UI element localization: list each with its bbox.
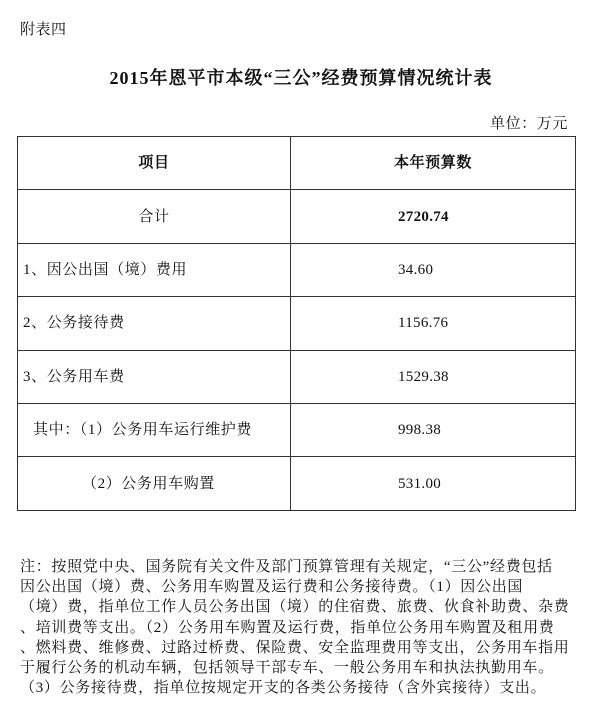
item-cell: 1、因公出国（境）费用 [18, 243, 291, 296]
amount-cell: 998.38 [291, 403, 576, 456]
item-cell: （2）公务用车购置 [18, 457, 291, 510]
item-cell: 3、公务用车费 [18, 350, 291, 403]
item-cell: 2、公务接待费 [18, 297, 291, 350]
item-cell: 其中：（1）公务用车运行维护费 [18, 403, 291, 456]
row-vehicle-purchase [18, 457, 576, 510]
amount-cell: 2720.74 [291, 190, 576, 243]
row-vehicle-operation [18, 403, 576, 456]
footnote-line: 注：按照党中央、国务院有关文件及部门预算管理有关规定，“三公”经费包括 [20, 559, 553, 575]
row-overseas-travel [18, 243, 576, 296]
footnote-line: 因公出国（境）费、公务用车购置及运行费和公务接待费。（1）因公出国 [20, 579, 524, 596]
footnote [20, 557, 570, 698]
row-official-reception [18, 297, 576, 350]
amount-cell: 1529.38 [291, 350, 576, 403]
amount-cell: 1156.76 [291, 297, 576, 350]
footnote-line: （3）公务接待费，指单位按规定开支的各类公务接待（含外宾接待）支出。 [20, 680, 547, 697]
row-total [18, 190, 576, 243]
unit-label: 单位：万元 [489, 116, 568, 132]
footnote-line: 于履行公务的机动车辆，包括领导干部专车、一般公务用车和执法执勤用车。 [20, 659, 554, 676]
footnote-line: 、培训费等支出。（2）公务用车购置及运行费，指单位公务用车购置及租用费 [20, 619, 555, 636]
item-cell: 合计 [18, 190, 291, 243]
footnote-line: 、燃料费、维修费、过路过桥费、保险费、安全监理费用等支出，公务用车指用 [20, 639, 570, 656]
header-amount: 本年预算数 [291, 137, 576, 190]
table-header-row [18, 137, 576, 190]
row-official-vehicle [18, 350, 576, 403]
footnote-line: （境）费，指单位工作人员公务出国（境）的住宿费、旅费、伙食补助费、杂费 [20, 599, 570, 616]
header-item: 项目 [18, 137, 291, 190]
appendix-label: 附表四 [20, 22, 67, 38]
document-title: 2015年恩平市本级“三公”经费预算情况统计表 [109, 68, 493, 88]
amount-cell: 34.60 [291, 243, 576, 296]
amount-cell: 531.00 [291, 457, 576, 510]
budget-table [17, 136, 576, 511]
